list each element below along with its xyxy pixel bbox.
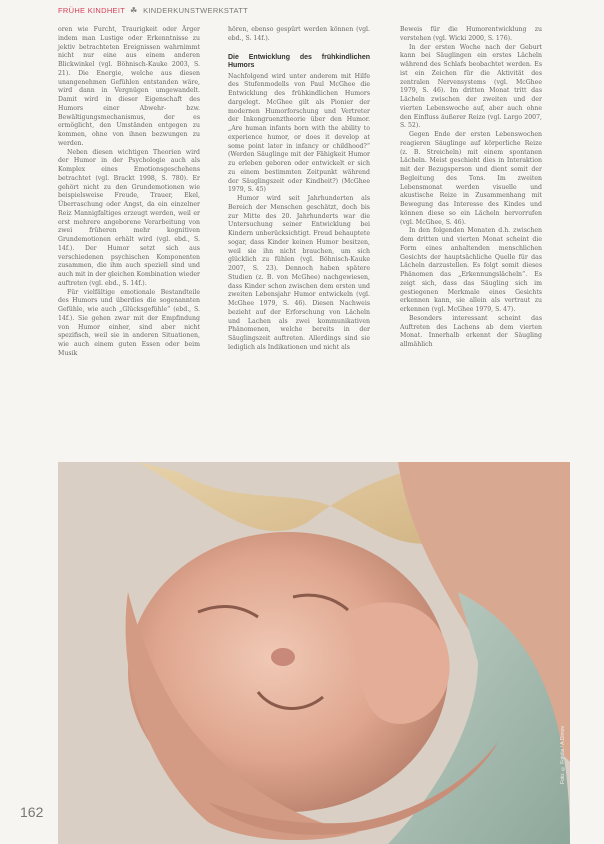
newborn-illustration <box>58 462 570 844</box>
paragraph: Humor wird seit Jahrhunderten als Bereich der Menschen geschätzt, doch bis zur Mitte des 20. Jahrhunderts war die Untersuchung seiner Entwicklung bei Kindern unberücksichtigt. Freud behauptete sogar, dass Kinder keinen Humor besitzen, weil sie ihn nicht brauchen, um sich glücklich zu fühlen (vgl. Böhnisch-Kauke 2007, S. 23). Dennoch haben spätere Studien (z. B. von McGhee) nachgewiesen, dass Kinder schon zwischen dem ersten und zweiten Lebensjahr Humor entwickeln (vgl. McGhee 1979, S. 46). Diesen Nachweis bezieht auf der Erforschung von Lächeln und Lachen als zwei kommunikativen Phänomenen, welche bereits in der Säuglingszeit auftreten. Allerdings sind sie lediglich als Indikationen und nicht als <box>228 195 370 351</box>
paragraph: In den folgenden Monaten d.h. zwischen dem dritten und vierten Monat scheint die Form eines anhaltenden menschlichen Gesichts der hauptsächliche Quelle für das Lächeln darzustellen. Es folgt somit dieses Phänomen das „Erkennungslächeln“. Es zeigt sich, dass das Säugling sich im gestiegenen Merkmale eines Gesichts erkennen kann, sie allein als vertraut zu erkennen (vgl. McGhee 1979, S. 47). <box>400 227 542 313</box>
text-column-3 <box>400 26 542 350</box>
paragraph: Besonders interessant scheint das Auftreten des Lachens ab dem vierten Monat. Innerhalb erkennt der Säugling allmählich <box>400 314 542 348</box>
paragraph: Beweis für die Humorentwicklung zu verstehen (vgl. Wicki 2000, S. 176). <box>400 26 542 42</box>
page-number: 162 <box>20 804 44 820</box>
text-column-1 <box>58 26 200 359</box>
paragraph: Nachfolgend wird unter anderem mit Hilfe des Stufenmodells von Paul McGhee die Entwicklung des frühkindlichen Humors dargelegt. McGhee gilt als Pionier der modernen Humorforschung und Vertreter der Inkongruenztheorie über den Humor. „Are human infants born with the ability to experience humor, or does it develop at some point later in infancy or childhood?“ (Werden Säuglinge mit der Fähigkeit Humor zu erleben geboren oder entwickelt er sich zu einem bestimmten Zeitpunkt während der Säuglingszeit oder Kindheit?) (McGhee 1979, S. 45) <box>228 72 370 194</box>
section-heading: Die Entwicklung des frühkindlichen Humors <box>228 53 370 69</box>
text-column-2 <box>228 26 370 353</box>
paragraph: Gegen Ende der ersten Lebenswochen reagieren Säuglinge auf körperliche Reize (z. B. Streicheln) mit einem spontanen Lächeln. Meist geschieht dies in Interaktion mit der Bezugsperson und dient somit der Begleitung des Tons. Im zweiten Lebensmonat werden visuelle und akustische Reize in Zusammenhang mit Bewegung das Interesse des Kindes und können diese so ein Lächeln hervorrufen (vgl. McGhee, S. 46). <box>400 131 542 226</box>
newborn-photo <box>58 462 570 844</box>
paragraph: In der ersten Woche nach der Geburt kann bei Säuglingen ein erstes Lächeln während des Schlafs beobachtet werden. Es ist ein Zeichen für die Aktivität des zentralen Nervensystems (vgl. McGhee 1979, S. 46). Im dritten Monat tritt das Lächeln zwischen der zweiten und der vierten Lebenswoche auf, aber auch ohne den Einfluss äußerer Reize (vgl. Largo 2007, S. 52). <box>400 43 542 130</box>
paragraph: hören, ebenso gespürt werden können (vgl. ebd., S. 14f.). <box>228 26 370 42</box>
photo-credit: Foto: © Fotolia / A.Dimov <box>560 726 566 784</box>
header-section-label: FRÜHE KINDHEIT <box>58 6 126 15</box>
running-header <box>58 6 248 15</box>
header-series-label: KINDERKUNSTWERKSTATT <box>143 6 249 15</box>
series-logo-icon: ☘ <box>130 5 138 15</box>
paragraph: Für vielfältige emotionale Bestandteile des Humors und überdies die sogenannten Gefühle, wie auch „Glücksgefühle“ (ebd., S. 14f.). Sie gehen zwar mit der Empfindung von Humor einher, sind aber nicht spezifisch, weil sie in anderen Situationen, wie auch einem guten Essen oder beim Musik <box>58 288 200 357</box>
paragraph: oren wie Furcht, Traurigkeit oder Ärger indem man Lustige oder Erkenntnisse zu jektiv betrachteten Ereignissen wahrnimmt nicht nur eine aus einem anderen Blickwinkel (vgl. Böhnisch-Kauke 2003, S. 21). Die Energie, welche aus diesen unangenehmen Gefühlen entstanden wäre, wird dann in Vergnügen umgewandelt. Damit wird in dieser Eigenschaft des Humors einer Abwehr- bzw. Bewältigungsmechanismus, der es ermöglicht, den Umständen entgegen zu kommen, ohne von ihnen bezwungen zu werden. <box>58 26 200 147</box>
paragraph: Neben diesen wichtigen Theorien wird der Humor in der Psychologie auch als Komplex eines Emotionsgeschehens betrachtet (vgl. Brackt 1998, S. 780). Er gehört nicht zu den Grundemotionen wie beispielsweise Freude, Trauer, Ekel, Überraschung oder Angst, da ein einzelner Reiz Mannigfaltiges erzeugt werden, weil er erst mehrere angeborene Verarbeitung von zwei früheren mehr kognitiven Grundemotionen erhält wird (vgl. ebd., S. 14f.). Der Humor setzt sich aus verschiedenen psychischen Komponenten zusammen, die ihm auch speziell sind und auch mit in der gleichen Kombination wieder auftreten (vgl. ebd., S. 14f.). <box>58 148 200 287</box>
